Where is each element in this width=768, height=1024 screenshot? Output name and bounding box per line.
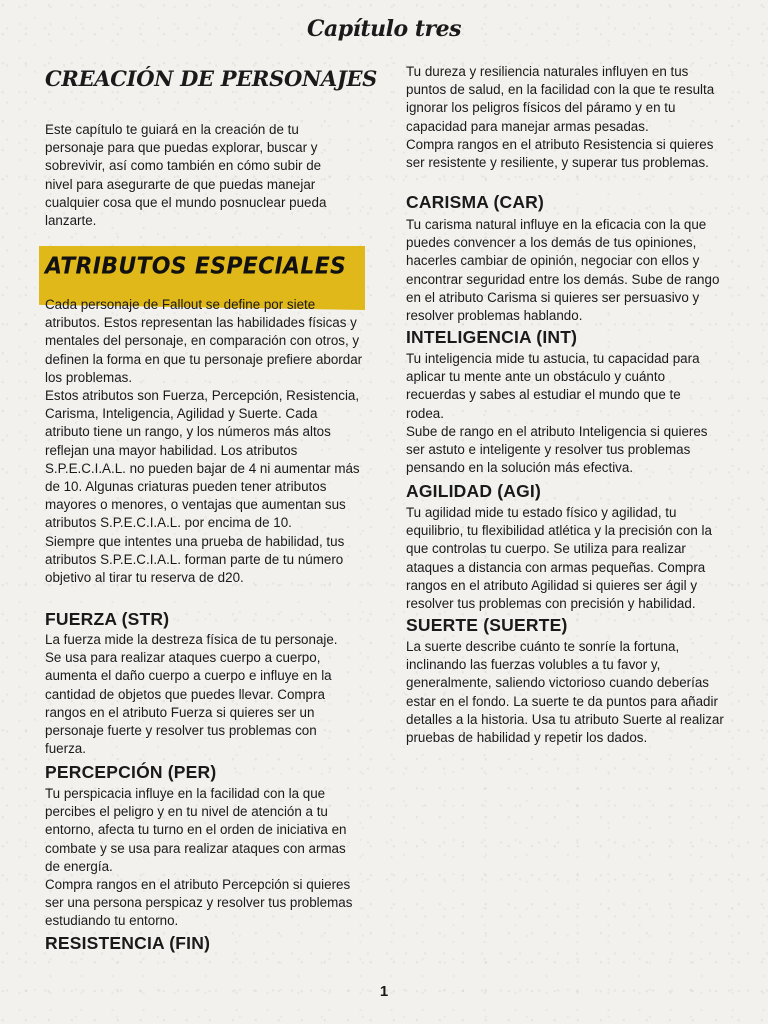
carisma-heading: CARISMA (CAR) [406, 192, 545, 212]
suerte-text: La suerte describe cuánto te sonríe la fortuna, inclinando las fuerzas volubles a tu favor y, generalmente, saliendo victorioso cuando deberías estar en el fondo. La suerte te da puntos para añadir detalles a la historia. Usa tu atributo Suerte al realizar pruebas de habilidad y repetir los dados. [406, 639, 724, 746]
percepcion-heading: PERCEPCIÓN (PER) [45, 762, 217, 782]
agilidad-heading: AGILIDAD (AGI) [406, 481, 542, 501]
special-paragraph-2: Estos atributos son Fuerza, Percepción, Resistencia, Carisma, Inteligencia, Agilidad y Suerte. Cada atributo tiene un rango, y los números más altos reflejan una mayor habilidad. Los atributos S.P.E.C.I.A.L. no pueden bajar de 4 ni aumentar más de 10. Algunas criaturas pueden tener atributos mayores o menores, o ventajas que aumentan sus atributos S.P.E.C.I.A.L. por encima de 10. [45, 388, 360, 531]
inteligencia-paragraph-1: Tu inteligencia mide tu astucia, tu capacidad para aplicar tu mente ante un obstáculo y cuánto recuerdas y sabes al estudiar el mundo que te rodea. [406, 351, 700, 421]
percepcion-section [45, 785, 363, 931]
special-paragraph-3: Siempre que intentes una prueba de habilidad, tus atributos S.P.E.C.I.A.L. forman parte de tu número objetivo al tirar tu reserva de d20. [45, 533, 345, 586]
special-paragraph-1: Cada personaje de Fallout se define por siete atributos. Estos representan las habilidades físicas y mentales del personaje, en comparación con otros, y definen la forma en que tu personaje prefiere abordar los problemas. [45, 297, 363, 385]
suerte-heading: SUERTE (SUERTE) [406, 615, 568, 635]
agilidad-text: Tu agilidad mide tu estado físico y agilidad, tu equilibrio, tu flexibilidad atlética y la precisión con la que controlas tu cuerpo. Se utiliza para realizar ataques a distancia con armas pequeñas. Compra rangos en el atributo Agilidad si quieres ser ágil y resolver tus problemas con precisión y habilidad. [406, 505, 712, 612]
intro-title: CREACIÓN DE PERSONAJES [45, 66, 378, 91]
page-number: 1 [379, 983, 389, 1000]
inteligencia-paragraph-2: Sube de rango en el atributo Inteligencia si quieres ser astuto e inteligente y resolver tus problemas pensando en la solución más efectiva. [406, 423, 708, 476]
percepcion-paragraph-1: Tu perspicacia influye en la facilidad con la que percibes el peligro y en tu nivel de atención a tu entorno, afecta tu turno en el orden de iniciativa en combate y se usa para realizar ataques con armas de energía. [45, 786, 347, 874]
intro-text: Este capítulo te guiará en la creación de tu personaje para que puedas explorar, buscar y sobrevivir, así como también en cómo subir de nivel para asegurarte de que puedas manejar cualquier cosa que el mundo posnuclear pueda lanzarte. [45, 122, 327, 229]
resistencia-heading: RESISTENCIA (FIN) [45, 933, 211, 953]
percepcion-paragraph-2: Compra rangos en el atributo Percepción si quieres ser una persona perspicaz y resolver tus problemas estudiando tu entorno. [45, 877, 353, 929]
chapter-title: Capítulo tres [307, 16, 461, 42]
inteligencia-heading: INTELIGENCIA (INT) [406, 327, 578, 347]
inteligencia-section [406, 350, 722, 477]
resistencia-section [406, 63, 726, 172]
resistencia-paragraph-1: Tu dureza y resiliencia naturales influyen en tus puntos de salud, en la facilidad con la que te resulta ignorar los peligros físicos del páramo y en tu capacidad para manejar armas pesadas. [406, 64, 715, 134]
special-title: ATRIBUTOS ESPECIALES [45, 253, 347, 280]
special-section [45, 296, 363, 587]
fuerza-text: La fuerza mide la destreza física de tu personaje. Se usa para realizar ataques cuerpo a cuerpo, aumenta el daño cuerpo a cuerpo e influye en la cantidad de objetos que puedes llevar. Compra rangos en el atributo Fuerza si quieres ser un personaje fuerte y resolver tus problemas con fuerza. [45, 632, 338, 757]
fuerza-heading: FUERZA (STR) [45, 609, 170, 629]
carisma-text: Tu carisma natural influye en la eficacia con la que puedes convencer a los demás de tus opiniones, hacerles cambiar de opinión, negociar con ellos y encontrar seguridad entre los demás. Sube de rango en el atributo Carisma si quieres ser persuasivo y resolver problemas hablando. [406, 217, 720, 324]
resistencia-paragraph-2: Compra rangos en el atributo Resistencia si quieres ser resistente y resiliente, y superar tus problemas. [406, 136, 714, 171]
